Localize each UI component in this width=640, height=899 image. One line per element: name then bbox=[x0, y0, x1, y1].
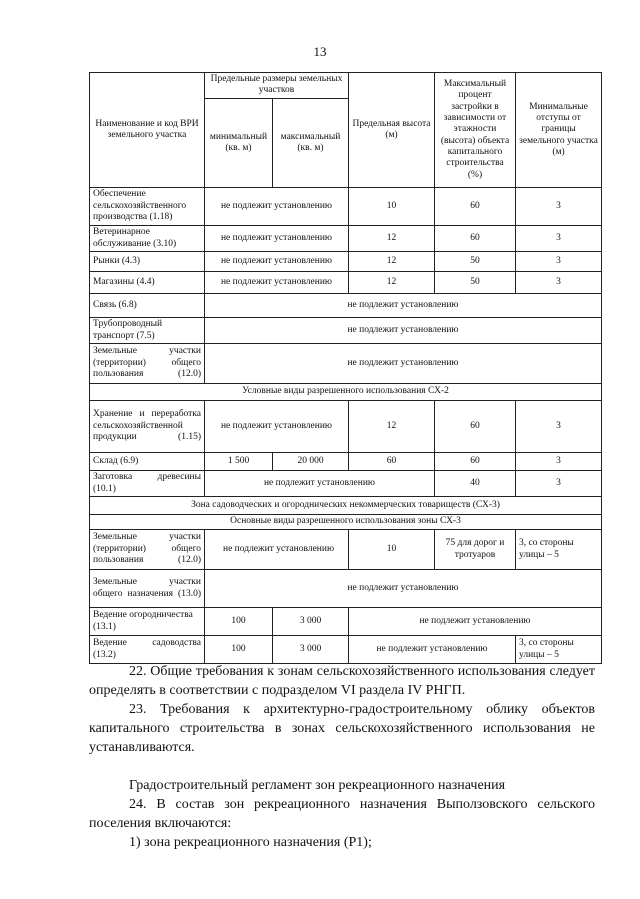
row-setback: 3, со стороны улицы – 5 bbox=[516, 636, 602, 664]
header-setback: Минимальные отступы от границы земельного участка (м) bbox=[516, 73, 602, 188]
row-height: 10 bbox=[349, 530, 435, 570]
row-not-set: не подлежит установлению bbox=[349, 608, 602, 636]
row-area: не подлежит установлению bbox=[205, 530, 349, 570]
paragraph-23: 23. Требования к архитектурно-градостроительному облику объектов капитального строительства в зонах сельскохозяйственного использования не устанавливаются. bbox=[89, 702, 595, 755]
row-not-set: не подлежит установлению bbox=[205, 294, 602, 318]
row-height: 12 bbox=[349, 252, 435, 272]
row-setback: 3 bbox=[516, 252, 602, 272]
row-area: не подлежит установлению bbox=[205, 401, 349, 453]
row-height: 10 bbox=[349, 188, 435, 226]
row-height-coverage: не подлежит установлению bbox=[349, 636, 516, 664]
row-area-max: 20 000 bbox=[273, 453, 349, 471]
table-row bbox=[90, 570, 602, 608]
list-item-1: 1) зона рекреационного назначения (Р1); bbox=[129, 835, 372, 850]
row-area: не подлежит установлению bbox=[205, 226, 349, 252]
table-row bbox=[90, 188, 602, 226]
section-title: Условные виды разрешенного использования СХ-2 bbox=[90, 384, 602, 401]
row-setback: 3 bbox=[516, 188, 602, 226]
paragraph-22: 22. Общие требования к зонам сельскохозяйственного использования следует определять в соответствии с подразделом VI раздела IV РНГП. bbox=[89, 664, 595, 698]
row-height: 12 bbox=[349, 401, 435, 453]
table-row bbox=[90, 453, 602, 471]
regulation-table-wrapper bbox=[89, 72, 601, 664]
row-height: 60 bbox=[349, 453, 435, 471]
table-row bbox=[90, 252, 602, 272]
regulation-table bbox=[89, 72, 602, 664]
table-row bbox=[90, 471, 602, 497]
row-setback: 3 bbox=[516, 272, 602, 294]
row-area-min: 1 500 bbox=[205, 453, 273, 471]
row-area-height: не подлежит установлению bbox=[205, 471, 435, 497]
header-area-group: Предельные размеры земельных участков bbox=[205, 73, 349, 99]
table-row bbox=[90, 608, 602, 636]
table-row bbox=[90, 636, 602, 664]
row-setback: 3 bbox=[516, 471, 602, 497]
row-not-set: не подлежит установлению bbox=[205, 344, 602, 384]
row-height: 12 bbox=[349, 272, 435, 294]
row-coverage: 75 для дорог и тротуаров bbox=[435, 530, 516, 570]
header-area-max: максимальный (кв. м) bbox=[273, 98, 349, 187]
row-setback: 3 bbox=[516, 401, 602, 453]
row-name: Ведение огородничества (13.1) bbox=[90, 608, 205, 636]
table-header-row bbox=[90, 73, 602, 99]
table-row bbox=[90, 294, 602, 318]
row-area-min: 100 bbox=[205, 608, 273, 636]
table-row bbox=[90, 401, 602, 453]
row-coverage: 50 bbox=[435, 272, 516, 294]
row-coverage: 50 bbox=[435, 252, 516, 272]
row-area: не подлежит установлению bbox=[205, 188, 349, 226]
row-area: не подлежит установлению bbox=[205, 252, 349, 272]
header-height: Предельная высота (м) bbox=[349, 73, 435, 188]
row-name: Заготовка древесины (10.1) bbox=[90, 471, 205, 497]
row-name: Хранение и переработка сельскохозяйственной продукции (1.15) bbox=[90, 401, 205, 453]
row-coverage: 60 bbox=[435, 453, 516, 471]
body-text bbox=[89, 662, 595, 852]
table-row bbox=[90, 272, 602, 294]
section-title: Зона садоводческих и огороднических некоммерческих товариществ (СХ-3) bbox=[90, 497, 602, 515]
row-area-max: 3 000 bbox=[273, 608, 349, 636]
row-name: Земельные участки (территории) общего пользования (12.0) bbox=[90, 344, 205, 384]
row-not-set: не подлежит установлению bbox=[205, 570, 602, 608]
row-name: Трубопроводный транспорт (7.5) bbox=[90, 318, 205, 344]
row-coverage: 60 bbox=[435, 226, 516, 252]
page-number: 13 bbox=[313, 44, 327, 59]
table-row bbox=[90, 318, 602, 344]
table-row bbox=[90, 344, 602, 384]
row-coverage: 60 bbox=[435, 401, 516, 453]
row-coverage: 40 bbox=[435, 471, 516, 497]
row-area-max: 3 000 bbox=[273, 636, 349, 664]
row-area-min: 100 bbox=[205, 636, 273, 664]
row-area: не подлежит установлению bbox=[205, 272, 349, 294]
row-name: Земельные участки общего назначения (13.0) bbox=[90, 570, 205, 608]
row-name: Склад (6.9) bbox=[90, 453, 205, 471]
row-name: Ведение садоводства (13.2) bbox=[90, 636, 205, 664]
section-row bbox=[90, 497, 602, 515]
row-coverage: 60 bbox=[435, 188, 516, 226]
row-height: 12 bbox=[349, 226, 435, 252]
header-area-min: минимальный (кв. м) bbox=[205, 98, 273, 187]
table-row bbox=[90, 226, 602, 252]
section-row bbox=[90, 515, 602, 530]
paragraph-24: 24. В состав зон рекреационного назначения Выползовского сельского поселения включаются: bbox=[89, 797, 595, 831]
section-heading: Градостроительный регламент зон рекреационного назначения bbox=[129, 778, 506, 793]
row-name: Связь (6.8) bbox=[90, 294, 205, 318]
row-name: Обеспечение сельскохозяйственного производства (1.18) bbox=[90, 188, 205, 226]
row-setback: 3 bbox=[516, 226, 602, 252]
header-coverage: Максимальный процент застройки в зависимости от этажности (высота) объекта капитального строительства (%) bbox=[435, 73, 516, 188]
table-row bbox=[90, 530, 602, 570]
row-name: Магазины (4.4) bbox=[90, 272, 205, 294]
section-row bbox=[90, 384, 602, 401]
row-setback: 3, со стороны улицы – 5 bbox=[516, 530, 602, 570]
row-not-set: не подлежит установлению bbox=[205, 318, 602, 344]
row-setback: 3 bbox=[516, 453, 602, 471]
row-name: Рынки (4.3) bbox=[90, 252, 205, 272]
header-name: Наименование и код ВРИ земельного участка bbox=[90, 73, 205, 188]
row-name: Ветеринарное обслуживание (3.10) bbox=[90, 226, 205, 252]
section-title: Основные виды разрешенного использования зоны СХ-3 bbox=[90, 515, 602, 530]
row-name: Земельные участки (территории) общего пользования (12.0) bbox=[90, 530, 205, 570]
